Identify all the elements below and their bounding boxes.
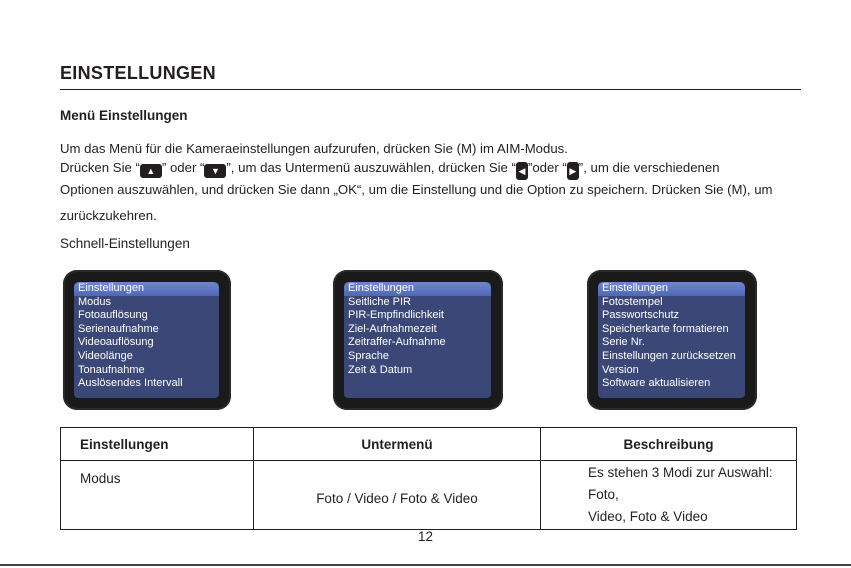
up-arrow-key-icon: ▲: [140, 164, 162, 178]
menu-item: Sprache: [348, 349, 389, 362]
cell-setting: Modus: [61, 461, 254, 530]
section-title: Menü Einstellungen: [60, 108, 188, 123]
quick-settings-title: Schnell-Einstellungen: [60, 236, 190, 251]
menu-item: Software aktualisieren: [602, 377, 711, 390]
menu-item: Einstellungen zurücksetzen: [602, 349, 736, 362]
menu-item: PIR-Empfindlichkeit: [348, 309, 444, 322]
menu-item: Serienaufnahme: [78, 322, 159, 335]
menu-item: Version: [602, 363, 639, 376]
menu-item: Zeit & Datum: [348, 363, 413, 376]
menu-item: Zeitraffer-Aufnahme: [348, 336, 446, 349]
menu-item: Serie Nr.: [602, 336, 645, 349]
settings-table: [60, 427, 797, 530]
menu-item: Seitliche PIR: [348, 295, 411, 308]
instruction-text: ”, um die verschiedenen: [578, 160, 720, 175]
menu-item: Videoauflösung: [78, 336, 154, 349]
page-title: EINSTELLUNGEN: [60, 63, 216, 83]
instruction-line-4: zurückzukehren.: [60, 208, 157, 223]
instruction-line-2: [60, 159, 720, 180]
column-header-submenu: Untermenü: [254, 428, 541, 461]
menu-screenshot-3: [587, 270, 757, 410]
instruction-text: ”oder “: [527, 160, 567, 175]
description-line: Es stehen 3 Modi zur Auswahl: Foto,: [588, 465, 773, 502]
menu-item-selected: Einstellungen: [598, 282, 745, 296]
menu-screenshot-1: [63, 270, 231, 410]
menu-screen: [344, 282, 491, 398]
right-arrow-key-icon: ▶: [567, 162, 579, 180]
menu-item-selected: Einstellungen: [344, 282, 491, 296]
description-line: Video, Foto & Video: [588, 509, 708, 524]
menu-screen: [598, 282, 745, 398]
column-header-settings: Einstellungen: [61, 428, 254, 461]
instruction-line-3: Optionen auszuwählen, und drücken Sie dann „OK“, um die Einstellung und die Option zu speichern. Drücken Sie (M), um: [60, 182, 773, 197]
menu-item: Passwortschutz: [602, 309, 680, 322]
menu-item-selected: Einstellungen: [74, 282, 219, 296]
menu-item: Speicherkarte formatieren: [602, 322, 729, 335]
menu-item: Fotostempel: [602, 295, 663, 308]
down-arrow-key-icon: ▼: [204, 164, 226, 178]
menu-screenshot-2: [333, 270, 503, 410]
left-arrow-key-icon: ◀: [516, 162, 528, 180]
menu-item: Fotoauflösung: [78, 309, 148, 322]
bottom-divider: [0, 564, 851, 566]
instruction-text: ” oder “: [161, 160, 205, 175]
menu-item: Ziel-Aufnahmezeit: [348, 322, 437, 335]
table-row: [61, 461, 797, 530]
menu-item: Auslösendes Intervall: [78, 377, 183, 390]
page-number: 12: [417, 529, 434, 544]
column-header-description: Beschreibung: [541, 428, 797, 461]
cell-description: [541, 461, 797, 530]
menu-item: Videolänge: [78, 349, 133, 362]
instruction-text: Drücken Sie “: [60, 160, 140, 175]
table-header-row: [61, 428, 797, 461]
menu-item: Modus: [78, 295, 112, 308]
title-divider: [60, 89, 801, 90]
menu-screen: [74, 282, 219, 398]
instruction-text: ”, um das Untermenü auszuwählen, drücken Sie “: [226, 160, 516, 175]
instruction-line-1: Um das Menü für die Kameraeinstellungen aufzurufen, drücken Sie (M) im AIM-Modus.: [60, 141, 568, 156]
cell-submenu: Foto / Video / Foto & Video: [254, 461, 541, 530]
menu-item: Tonaufnahme: [78, 363, 145, 376]
